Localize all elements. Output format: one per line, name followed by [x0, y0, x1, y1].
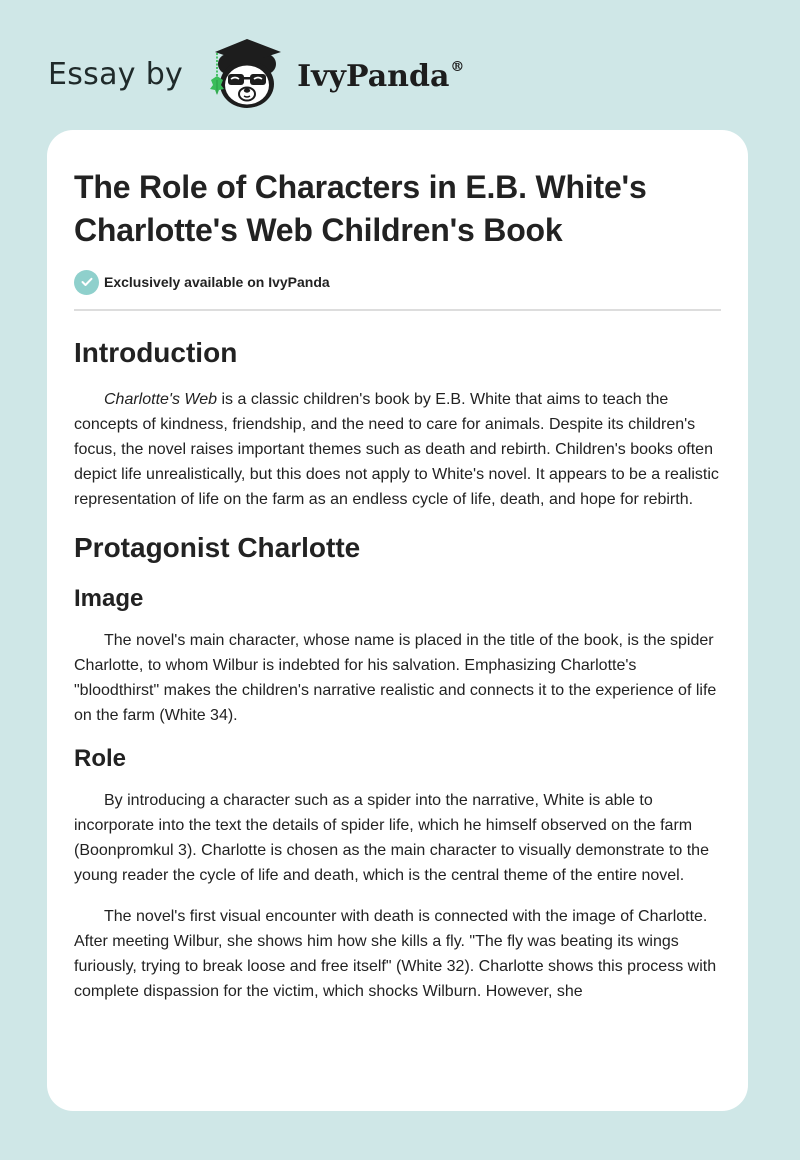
- subsection-heading-image: Image: [74, 585, 144, 612]
- paragraph-role-1: By introducing a character such as a spider into the narrative, White is able to incorporate into the text the details of spider life, which he himself observed on the farm (Boonpromkul 3). Charlotte is chosen as the main character to visually demonstrate to the young reader the cycle of life and death, which is the central theme of the entire novel.: [74, 792, 709, 884]
- paragraph-introduction: Charlotte's Web is a classic children's book by E.B. White that aims to teach the concepts of kindness, friendship, and the need to care for animals. Despite its children's focus, the novel raises important themes such as death and rebirth. Children's books often depict life unrealistically, but this does not apply to White's novel. It appears to be a realistic representation of life on the farm as an endless cycle of life, death, and hope for rebirth.: [74, 391, 719, 508]
- registered-mark: ®: [450, 58, 465, 75]
- exclusive-label: Exclusively available on IvyPanda: [104, 274, 330, 290]
- subsection-heading-role: Role: [74, 745, 127, 772]
- divider: [74, 309, 721, 311]
- book-title-italic: Charlotte's Web: [104, 391, 218, 408]
- check-circle-icon: [74, 270, 99, 295]
- paragraph-role-2: The novel's first visual encounter with death is connected with the image of Charlotte. After meeting Wilbur, she shows him how she kills a fly. "The fly was beating its wings furiously, trying to break loose and free itself" (White 32). Charlotte shows this process with complete dispassion for the victim, which shocks Wilburn. However, she: [74, 908, 717, 1000]
- paragraph-image: The novel's main character, whose name is placed in the title of the book, is the spider Charlotte, to whom Wilbur is indebted for his salvation. Emphasizing Charlotte's "bloodthirst" makes the children's narrative realistic and connects it to the experience of life on the farm (White 34).: [74, 632, 717, 724]
- essay-title: The Role of Characters in E.B. White's Charlotte's Web Children's Book: [74, 169, 647, 248]
- essay-card: [47, 130, 748, 1111]
- essay-by-label: Essay by: [48, 56, 184, 92]
- section-heading-introduction: Introduction: [74, 337, 238, 368]
- site-header: [48, 34, 464, 110]
- exclusive-badge: [74, 268, 721, 296]
- brand-name[interactable]: IvyPanda®: [297, 58, 465, 94]
- panda-graduate-logo-icon[interactable]: [201, 34, 293, 110]
- section-heading-protagonist: Protagonist Charlotte: [74, 532, 361, 563]
